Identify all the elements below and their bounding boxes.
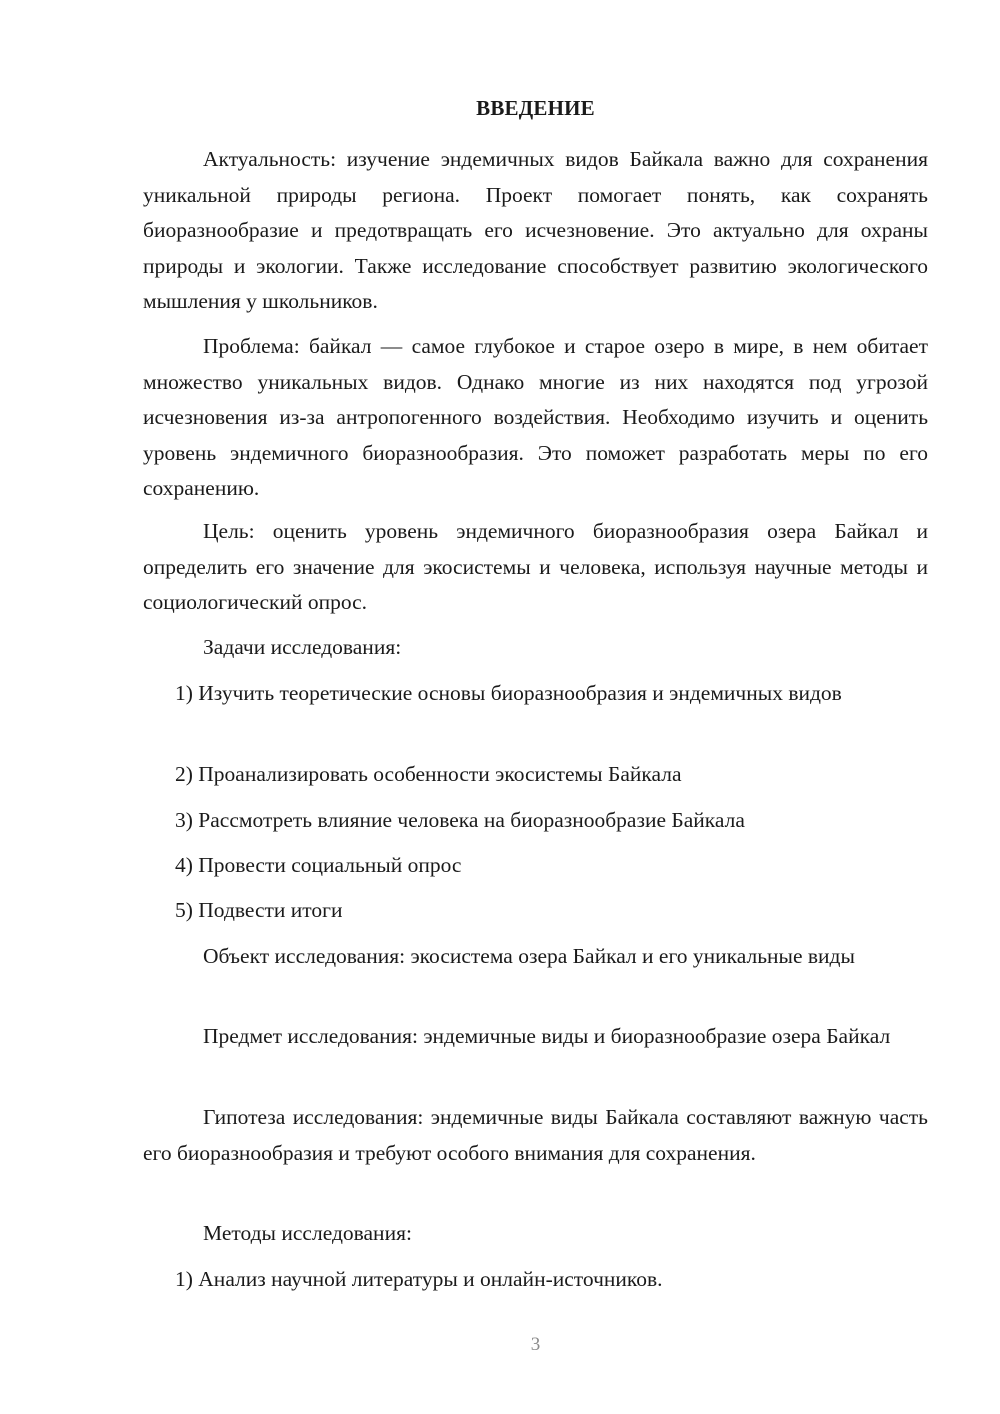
page-number: 3 [530,1334,541,1355]
task-item-4: 4) Провести социальный опрос [175,853,462,877]
hypothesis-paragraph: Гипотеза исследования: эндемичные виды Байкала составляют важную часть его биоразнообразия и требуют особого внимания для сохранения. [143,1105,928,1165]
task-item-5: 5) Подвести итоги [175,898,343,922]
methods-heading: Методы исследования: [203,1221,412,1245]
method-item-1: 1) Анализ научной литературы и онлайн-источников. [175,1267,663,1291]
problem-paragraph: Проблема: байкал — самое глубокое и старое озеро в мире, в нем обитает множество уникальных видов. Однако многие из них находятся под угрозой исчезновения из-за антропогенного воздействия. Необходимо изучить и оценить уровень эндемичного биоразнообразия. Это поможет разработать меры по его сохранению. [143,334,928,500]
task-item-3: 3) Рассмотреть влияние человека на биоразнообразие Байкала [175,808,745,832]
subject-paragraph: Предмет исследования: эндемичные виды и биоразнообразие озера Байкал [203,1024,891,1048]
tasks-heading: Задачи исследования: [203,635,402,659]
document-page [143,0,928,1414]
task-item-1: 1) Изучить теоретические основы биоразнообразия и эндемичных видов [175,681,842,705]
task-item-2: 2) Проанализировать особенности экосистемы Байкала [175,762,682,786]
goal-paragraph: Цель: оценить уровень эндемичного биоразнообразия озера Байкал и определить его значение для экосистемы и человека, используя научные методы и социологический опрос. [143,519,928,614]
section-title: ВВЕДЕНИЕ [476,96,595,120]
object-paragraph: Объект исследования: экосистема озера Байкал и его уникальные виды [203,944,855,968]
relevance-paragraph: Актуальность: изучение эндемичных видов Байкала важно для сохранения уникальной природы региона. Проект помогает понять, как сохранять биоразнообразие и предотвращать его исчезновение. Это актуально для охраны природы и экологии. Также исследование способствует развитию экологического мышления у школьников. [143,147,928,313]
